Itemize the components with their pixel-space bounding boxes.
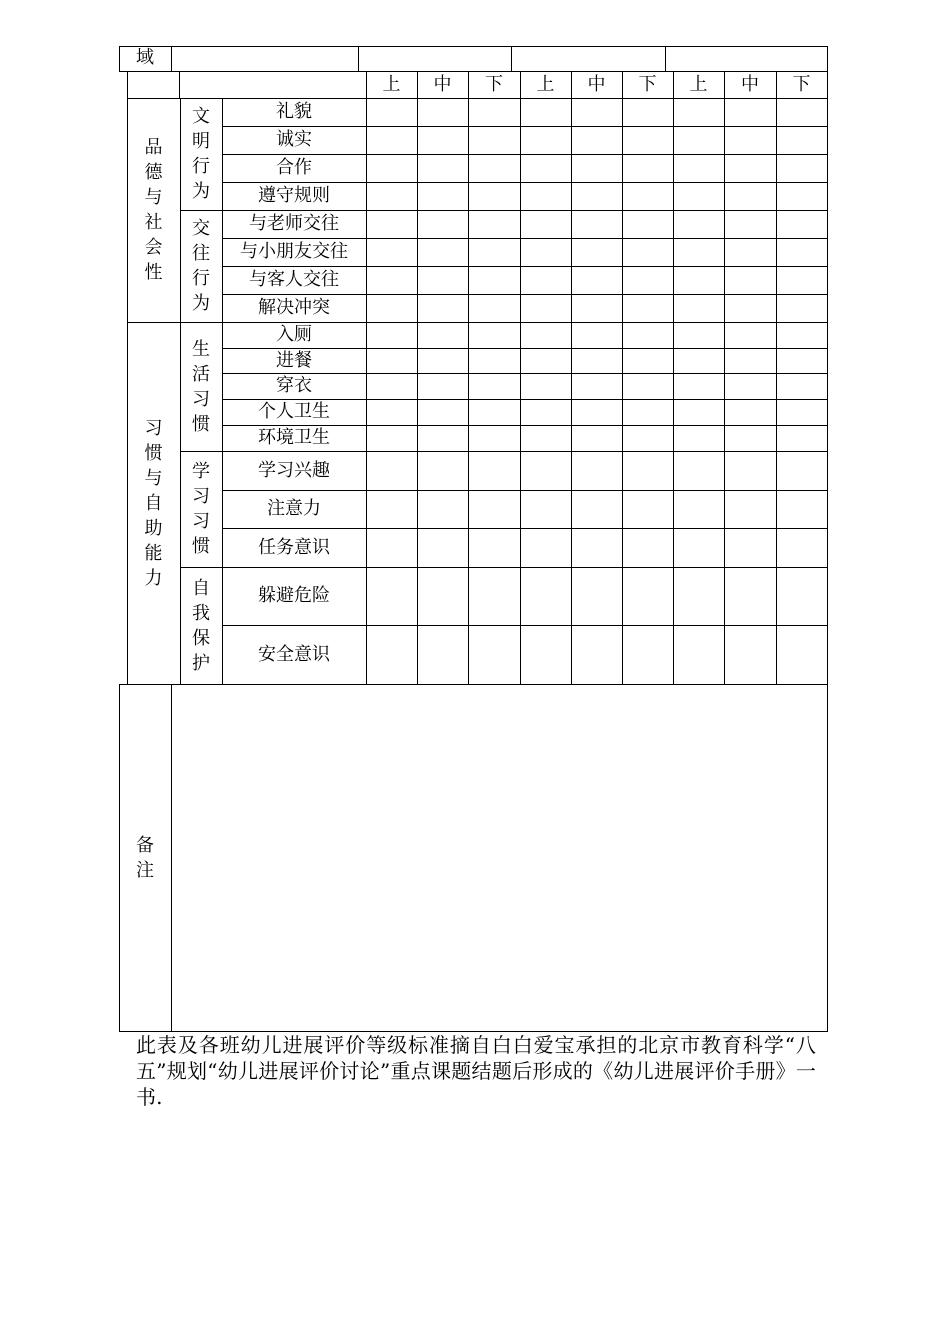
table-rule	[222, 182, 828, 183]
table-rule	[222, 399, 828, 400]
grade-column-rule	[622, 71, 623, 684]
grade-column-rule	[417, 71, 418, 684]
item-label: 穿衣	[276, 375, 312, 396]
remarks-label: 备 注	[136, 834, 154, 881]
table-rule	[222, 154, 828, 155]
table-rule	[222, 528, 828, 529]
table-rule	[127, 71, 128, 684]
table-rule	[358, 46, 359, 71]
item-label: 个人卫生	[258, 401, 330, 422]
table-rule	[222, 348, 828, 349]
table-rule	[179, 71, 180, 98]
grade-header: 下	[792, 74, 811, 95]
table-rule	[511, 46, 512, 71]
table-rule	[665, 46, 666, 71]
group-title: 生 活 习 惯	[192, 338, 210, 435]
item-label: 合作	[276, 157, 312, 178]
grade-header: 下	[485, 74, 503, 95]
grade-header: 上	[536, 74, 555, 95]
table-rule	[119, 46, 828, 47]
section-title: 习 惯 与 自 助 能 力	[144, 417, 163, 589]
table-rule	[222, 425, 828, 426]
item-label: 入厕	[276, 324, 312, 345]
table-rule	[222, 98, 223, 684]
section-title: 品 德 与 社 会 性	[144, 137, 163, 283]
table-rule	[119, 46, 120, 71]
grade-header: 中	[587, 74, 606, 95]
item-label: 环境卫生	[258, 427, 330, 448]
table-rule	[127, 684, 828, 685]
table-rule	[119, 71, 828, 72]
item-label: 诚实	[276, 129, 312, 150]
item-label: 躲避危险	[258, 585, 330, 606]
table-rule	[127, 322, 828, 323]
grade-header: 中	[433, 74, 452, 95]
grade-column-rule	[776, 71, 777, 684]
table-rule	[119, 684, 120, 1031]
table-rule	[180, 98, 181, 684]
table-rule	[171, 684, 172, 1031]
item-label: 遵守规则	[258, 185, 330, 206]
table-rule	[180, 567, 828, 568]
item-label: 注意力	[267, 498, 321, 519]
item-label: 安全意识	[258, 643, 330, 665]
grade-column-rule	[520, 71, 521, 684]
table-rule	[180, 210, 828, 211]
table-rule	[827, 46, 828, 71]
item-label: 任务意识	[258, 536, 330, 558]
group-title: 交 往 行 为	[192, 218, 210, 314]
table-rule	[222, 625, 828, 626]
table-rule	[222, 294, 828, 295]
grade-column-rule	[673, 71, 674, 684]
item-label: 与客人交往	[249, 269, 339, 290]
table-rule	[119, 684, 127, 685]
table-rule	[222, 373, 828, 374]
group-title: 学 习 习 惯	[192, 461, 210, 557]
item-label: 解决冲突	[258, 297, 330, 318]
grade-column-rule	[571, 71, 572, 684]
grade-header: 上	[689, 74, 708, 95]
item-label: 进餐	[276, 349, 312, 371]
table-rule	[222, 126, 828, 127]
table-rule	[222, 238, 828, 239]
table-rule	[180, 451, 828, 452]
table-rule	[222, 490, 828, 491]
group-title: 文 明 行 为	[192, 106, 210, 202]
grade-header: 下	[638, 74, 657, 95]
group-title: 自 我 保 护	[192, 577, 210, 674]
grade-column-rule	[468, 71, 469, 684]
item-label: 礼貌	[276, 101, 312, 122]
grade-header: 上	[382, 74, 401, 95]
table-rule	[827, 684, 828, 1031]
table-rule	[222, 266, 828, 267]
item-label: 学习兴趣	[258, 459, 330, 481]
item-label: 与小朋友交往	[240, 241, 348, 262]
table-right-border	[827, 71, 828, 684]
grade-column-rule	[724, 71, 725, 684]
item-label: 与老师交往	[249, 213, 339, 234]
grade-column-rule	[366, 71, 367, 684]
grade-header: 中	[741, 74, 759, 95]
domain-label: 域	[136, 47, 154, 68]
table-rule	[127, 98, 828, 99]
table-rule	[171, 46, 172, 71]
footnote: 此表及各班幼儿进展评价等级标准摘自白白爱宝承担的北京市教育科学“八五”规划“幼儿进展评价讨论”重点课题结题后形成的《幼儿进展评价手册》一书.	[136, 1033, 816, 1109]
